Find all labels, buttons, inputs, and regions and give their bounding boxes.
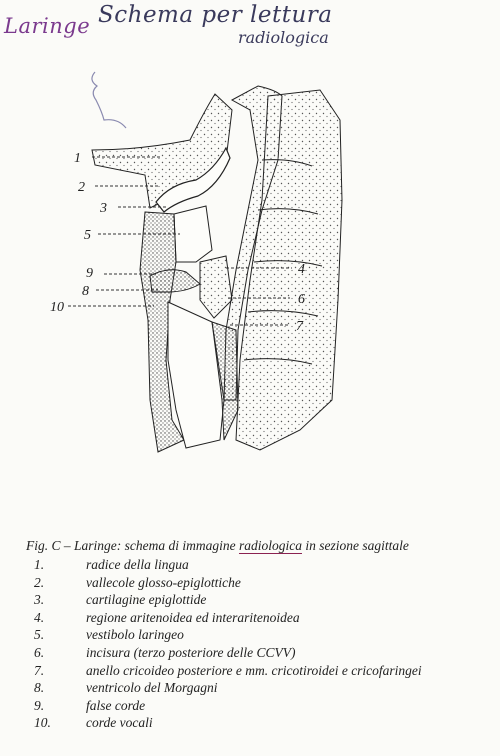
caption-title <box>26 538 496 554</box>
legend-text: vallecole glosso-epiglottiche <box>86 574 241 590</box>
handwritten-subtitle-line2: radiologica <box>238 28 329 47</box>
legend-item <box>26 714 496 732</box>
legend-text: vestibolo laringeo <box>86 627 184 643</box>
legend-text: false corde <box>86 697 146 713</box>
legend-text: regione aritenoidea ed interaritenoidea <box>86 609 300 625</box>
legend-number: 1. <box>34 557 45 572</box>
vocal-folds <box>150 270 200 292</box>
legend-item <box>26 697 496 715</box>
marker-9: 9 <box>86 266 93 281</box>
legend-number: 6. <box>34 644 45 660</box>
legend-text: corde vocali <box>86 715 153 731</box>
legend-number: 7. <box>34 662 45 678</box>
legend-text: ventricolo del Morgagni <box>86 680 218 696</box>
legend-number: 2. <box>34 574 45 590</box>
legend-number: 10. <box>34 715 51 731</box>
legend-text: incisura (terzo posteriore delle CCVV) <box>86 644 296 660</box>
legend-number: 3. <box>34 592 45 608</box>
legend-item <box>26 662 496 680</box>
legend-item <box>26 679 496 697</box>
legend-item <box>26 591 496 609</box>
legend-text: radice della lingua <box>86 557 189 572</box>
caption-emphasis: radiologica <box>238 538 302 553</box>
marker-7: 7 <box>296 319 303 334</box>
marker-4: 4 <box>298 262 305 277</box>
legend-list <box>26 556 496 732</box>
legend-item <box>26 626 496 644</box>
legend-text: anello cricoideo posteriore e mm. cricotiroidei e cricofaringei <box>86 662 422 678</box>
caption-suffix: in sezione sagittale <box>305 538 409 553</box>
arytenoid-region <box>200 256 232 318</box>
marker-10: 10 <box>50 300 64 315</box>
face-profile-line <box>92 72 126 128</box>
legend-item <box>26 556 496 574</box>
legend-item <box>26 644 496 662</box>
caption-prefix: Fig. C – Laringe: schema di immagine <box>26 538 236 553</box>
legend-number: 5. <box>34 627 45 643</box>
legend-text: cartilagine epiglottide <box>86 592 207 608</box>
marker-1: 1 <box>74 151 81 166</box>
tongue-region <box>92 94 232 208</box>
sagittal-larynx-diagram <box>0 60 500 480</box>
figure-caption <box>26 538 496 732</box>
marker-2: 2 <box>78 180 85 195</box>
cervical-spine <box>236 90 342 450</box>
handwritten-subtitle-line1: Schema per lettura <box>98 2 333 28</box>
legend-number: 9. <box>34 697 45 713</box>
marker-5: 5 <box>84 228 91 243</box>
legend-number: 4. <box>34 609 45 625</box>
legend-item <box>26 609 496 627</box>
marker-6: 6 <box>298 292 305 307</box>
legend-item <box>26 574 496 592</box>
legend-number: 8. <box>34 680 45 696</box>
marker-8: 8 <box>82 284 89 299</box>
handwritten-title-laringe: Laringe <box>4 14 91 38</box>
marker-3: 3 <box>100 201 107 216</box>
